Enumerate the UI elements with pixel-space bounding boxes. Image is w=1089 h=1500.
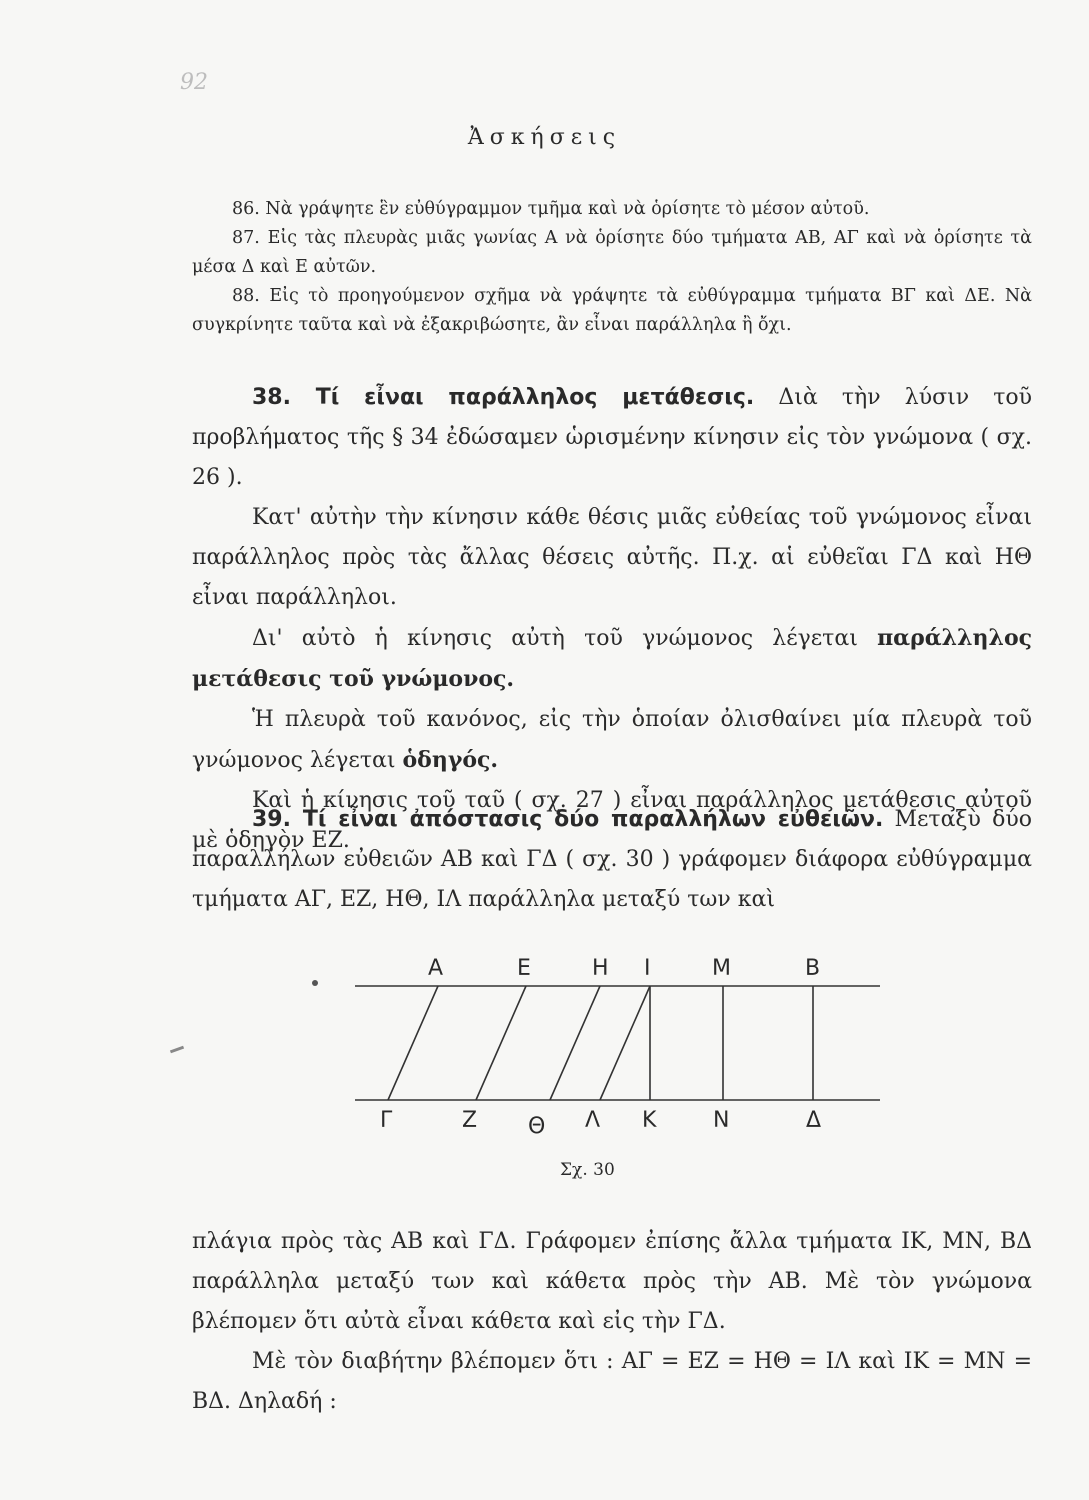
label-th: Θ bbox=[528, 1114, 546, 1139]
section-39-p2: πλάγια πρὸς τὰς ΑΒ καὶ ΓΔ. Γράφομεν ἐπίσης ἄλλα τμήματα ΙΚ, ΜΝ, ΒΔ παράλληλα μεταξύ των καὶ κάθετα πρὸς τὴν ΑΒ. Μὲ τὸν γνώμονα βλέπομεν ὅτι αὐτὰ εἶναι κάθετα καὶ εἰς τὴν ΓΔ. bbox=[192, 1229, 1032, 1334]
section-38-p1: Διὰ τὴν λύσιν τοῦ προβλήματος τῆς § 34 ἐδώσαμεν ὡρισμένην κίνησιν εἰς τὸν γνώμονα ( σχ. 26 ). bbox=[192, 385, 1033, 490]
section-38-p3-text: Δι' αὐτὸ ἡ κίνησις αὐτὴ τοῦ γνώμονος λέγεται bbox=[252, 626, 858, 651]
label-z: Ζ bbox=[462, 1108, 478, 1133]
figure-30 bbox=[300, 950, 900, 1150]
exercise-number: 88. bbox=[232, 286, 260, 306]
exercise-text: Εἰς τὸ προηγούμενον σχῆμα νὰ γράψητε τὰ εὐθύγραμμα τμήματα ΒΓ καὶ ΔΕ. Νὰ συγκρίνητε ταῦτα καὶ νὰ ἐξακριβώσητε, ἂν εἶναι παράλληλα ἢ ὄχι. bbox=[192, 286, 1032, 335]
segment-ez bbox=[476, 986, 526, 1100]
margin-mark bbox=[170, 1046, 184, 1054]
exercise-text: Εἰς τὰς πλευρὰς μιᾶς γωνίας Α νὰ ὁρίσητε δύο τμήματα ΑΒ, ΑΓ καὶ νὰ ὁρίσητε τὰ μέσα Δ καὶ Ε αὐτῶν. bbox=[192, 228, 1032, 277]
section-39-p3: Μὲ τὸν διαβήτην βλέπομεν ὅτι : ΑΓ = ΕΖ = ΗΘ = ΙΛ καὶ ΙΚ = ΜΝ = ΒΔ. Δηλαδή : bbox=[192, 1349, 1032, 1414]
section-39 bbox=[192, 800, 1032, 920]
segment-ag bbox=[388, 986, 438, 1100]
label-n: Ν bbox=[713, 1108, 730, 1133]
exercises-list bbox=[192, 195, 1032, 340]
label-b: Β bbox=[805, 956, 821, 981]
label-i: Ι bbox=[644, 956, 651, 981]
exercise-number: 87. bbox=[232, 228, 260, 248]
section-38 bbox=[192, 378, 1032, 861]
section-39-continued bbox=[192, 1222, 1032, 1422]
label-k: Κ bbox=[642, 1108, 657, 1133]
exercise-item bbox=[192, 195, 1032, 224]
section-38-title: 38. Τί εἶναι παράλληλος μετάθεσις. bbox=[252, 385, 755, 410]
term-parallel-translation: παράλληλος μετάθεσις τοῦ γνώμονος. bbox=[192, 625, 1033, 692]
figure-caption: Σχ. 30 bbox=[560, 1160, 615, 1180]
section-38-p2: Κατ' αὐτὴν τὴν κίνησιν κάθε θέσις μιᾶς εὐθείας τοῦ γνώμονος εἶναι παράλληλος πρὸς τὰς ἄλλας θέσεις αὐτῆς. Π.χ. αἱ εὐθεῖαι ΓΔ καὶ ΗΘ εἶναι παράλληλοι. bbox=[192, 505, 1032, 610]
segment-il bbox=[600, 986, 650, 1100]
label-a: Α bbox=[428, 956, 444, 981]
exercise-item bbox=[192, 224, 1032, 282]
section-38-p3 bbox=[192, 618, 1032, 700]
segment-hth bbox=[550, 986, 600, 1100]
label-g: Γ bbox=[380, 1108, 393, 1133]
exercise-item bbox=[192, 282, 1032, 340]
section-38-intro bbox=[192, 378, 1032, 498]
exercise-number: 86. bbox=[232, 199, 260, 219]
exercises-heading: Ἀσκήσεις bbox=[467, 125, 622, 150]
section-39-p1: Μεταξὺ δύο παραλλήλων εὐθειῶν ΑΒ καὶ ΓΔ ( σχ. 30 ) γράφομεν διάφορα εὐθύγραμμα τμήματα ΑΓ, ΕΖ, ΗΘ, ΙΛ παράλληλα μεταξύ των καὶ bbox=[192, 807, 1032, 912]
page-number: 92 bbox=[180, 70, 208, 95]
label-e: Ε bbox=[517, 956, 531, 981]
section-38-p4 bbox=[192, 700, 1032, 781]
term-guide: ὁδηγός. bbox=[402, 747, 499, 773]
label-h: Η bbox=[592, 956, 609, 981]
section-39-title: 39. Τί εἶναι ἀπόστασις δύο παραλλήλων εὐθειῶν. bbox=[252, 807, 884, 832]
section-39-intro bbox=[192, 800, 1032, 920]
section-38-p4-text: Ἡ πλευρὰ τοῦ κανόνος, εἰς τὴν ὁποίαν ὀλισθαίνει μία πλευρὰ τοῦ γνώμονος λέγεται bbox=[192, 707, 1032, 773]
label-d: Δ bbox=[806, 1108, 822, 1133]
label-l: Λ bbox=[585, 1108, 601, 1133]
label-m: Μ bbox=[712, 956, 731, 981]
exercise-text: Νὰ γράψητε ἓν εὐθύγραμμον τμῆμα καὶ νὰ ὁρίσητε τὸ μέσον αὐτοῦ. bbox=[265, 199, 870, 219]
section-38-p5: Καὶ ἡ κίνησις τοῦ ταῦ ( σχ. 27 ) εἶναι παράλληλος μετάθεσις αὐτοῦ μὲ ὁδηγὸν ΕΖ. bbox=[192, 788, 1032, 853]
